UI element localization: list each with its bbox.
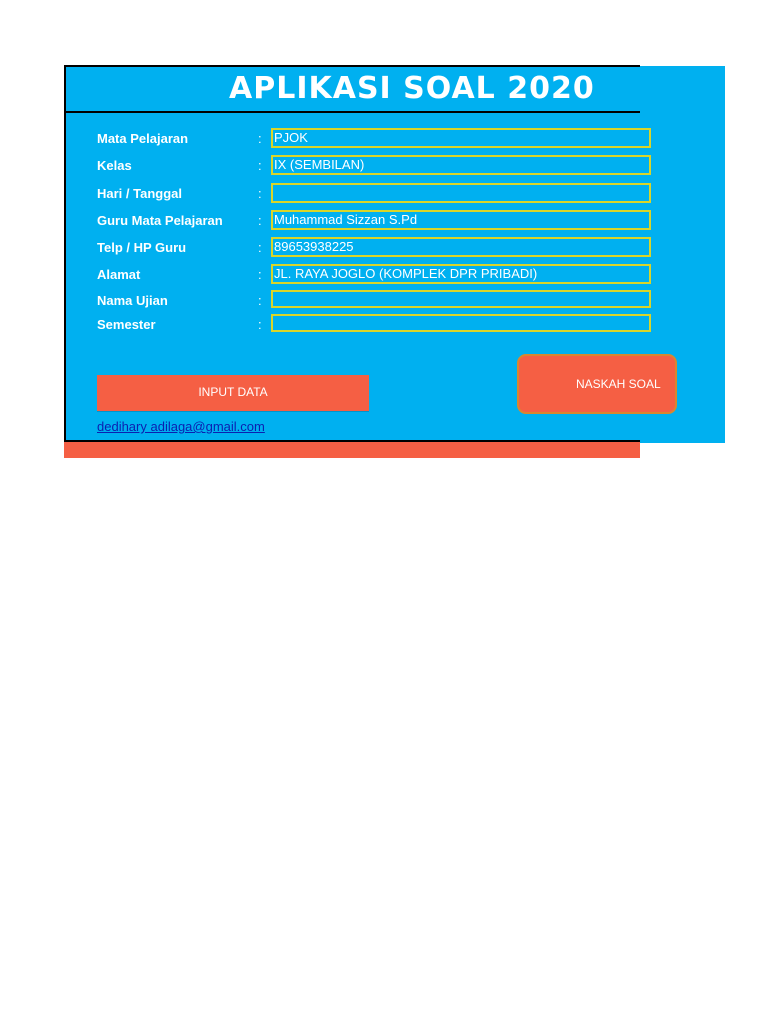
colon: : — [258, 186, 262, 201]
form-row-alamat — [66, 264, 640, 286]
form-row-mata-pelajaran — [66, 128, 640, 150]
alamat-field[interactable] — [271, 264, 651, 284]
hari-tanggal-field[interactable] — [271, 183, 651, 203]
field-label: Guru Mata Pelajaran — [97, 213, 223, 228]
form-row-telp — [66, 237, 640, 259]
page-title: APLIKASI SOAL 2020 — [229, 71, 595, 106]
title-bar — [66, 67, 640, 113]
field-label: Alamat — [97, 267, 141, 282]
colon: : — [258, 240, 262, 255]
field-value: PJOK — [274, 130, 308, 145]
guru-field[interactable] — [271, 210, 651, 230]
naskah-soal-button[interactable]: NASKAH SOAL — [517, 354, 677, 414]
kelas-field[interactable] — [271, 155, 651, 175]
colon: : — [258, 213, 262, 228]
form-row-hari-tanggal — [66, 183, 640, 205]
mata-pelajaran-field[interactable] — [271, 128, 651, 148]
email-link[interactable]: dedihary adilaga@gmail.com — [97, 419, 265, 434]
colon: : — [258, 267, 262, 282]
telp-field[interactable] — [271, 237, 651, 257]
field-value: JL. RAYA JOGLO (KOMPLEK DPR PRIBADI) — [274, 266, 538, 281]
form-row-guru — [66, 210, 640, 232]
form-sheet — [64, 65, 661, 442]
field-label: Hari / Tanggal — [97, 186, 182, 201]
field-label: Semester — [97, 317, 156, 332]
colon: : — [258, 158, 262, 173]
field-value: Muhammad Sizzan S.Pd — [274, 212, 418, 227]
field-value: IX (SEMBILAN) — [274, 157, 365, 172]
field-label: Mata Pelajaran — [97, 131, 189, 146]
nama-ujian-field[interactable] — [271, 290, 651, 308]
input-data-button[interactable]: INPUT DATA — [97, 375, 369, 411]
bottom-band — [64, 442, 640, 458]
field-value: 89653938225 — [274, 239, 354, 254]
colon: : — [258, 131, 262, 146]
form-row-semester — [66, 314, 640, 336]
semester-field[interactable] — [271, 314, 651, 332]
field-label: Telp / HP Guru — [97, 240, 187, 255]
colon: : — [258, 293, 262, 308]
field-label: Kelas — [97, 158, 132, 173]
colon: : — [258, 317, 262, 332]
field-label: Nama Ujian — [97, 293, 168, 308]
form-row-kelas — [66, 155, 640, 177]
form-row-nama-ujian — [66, 290, 640, 312]
